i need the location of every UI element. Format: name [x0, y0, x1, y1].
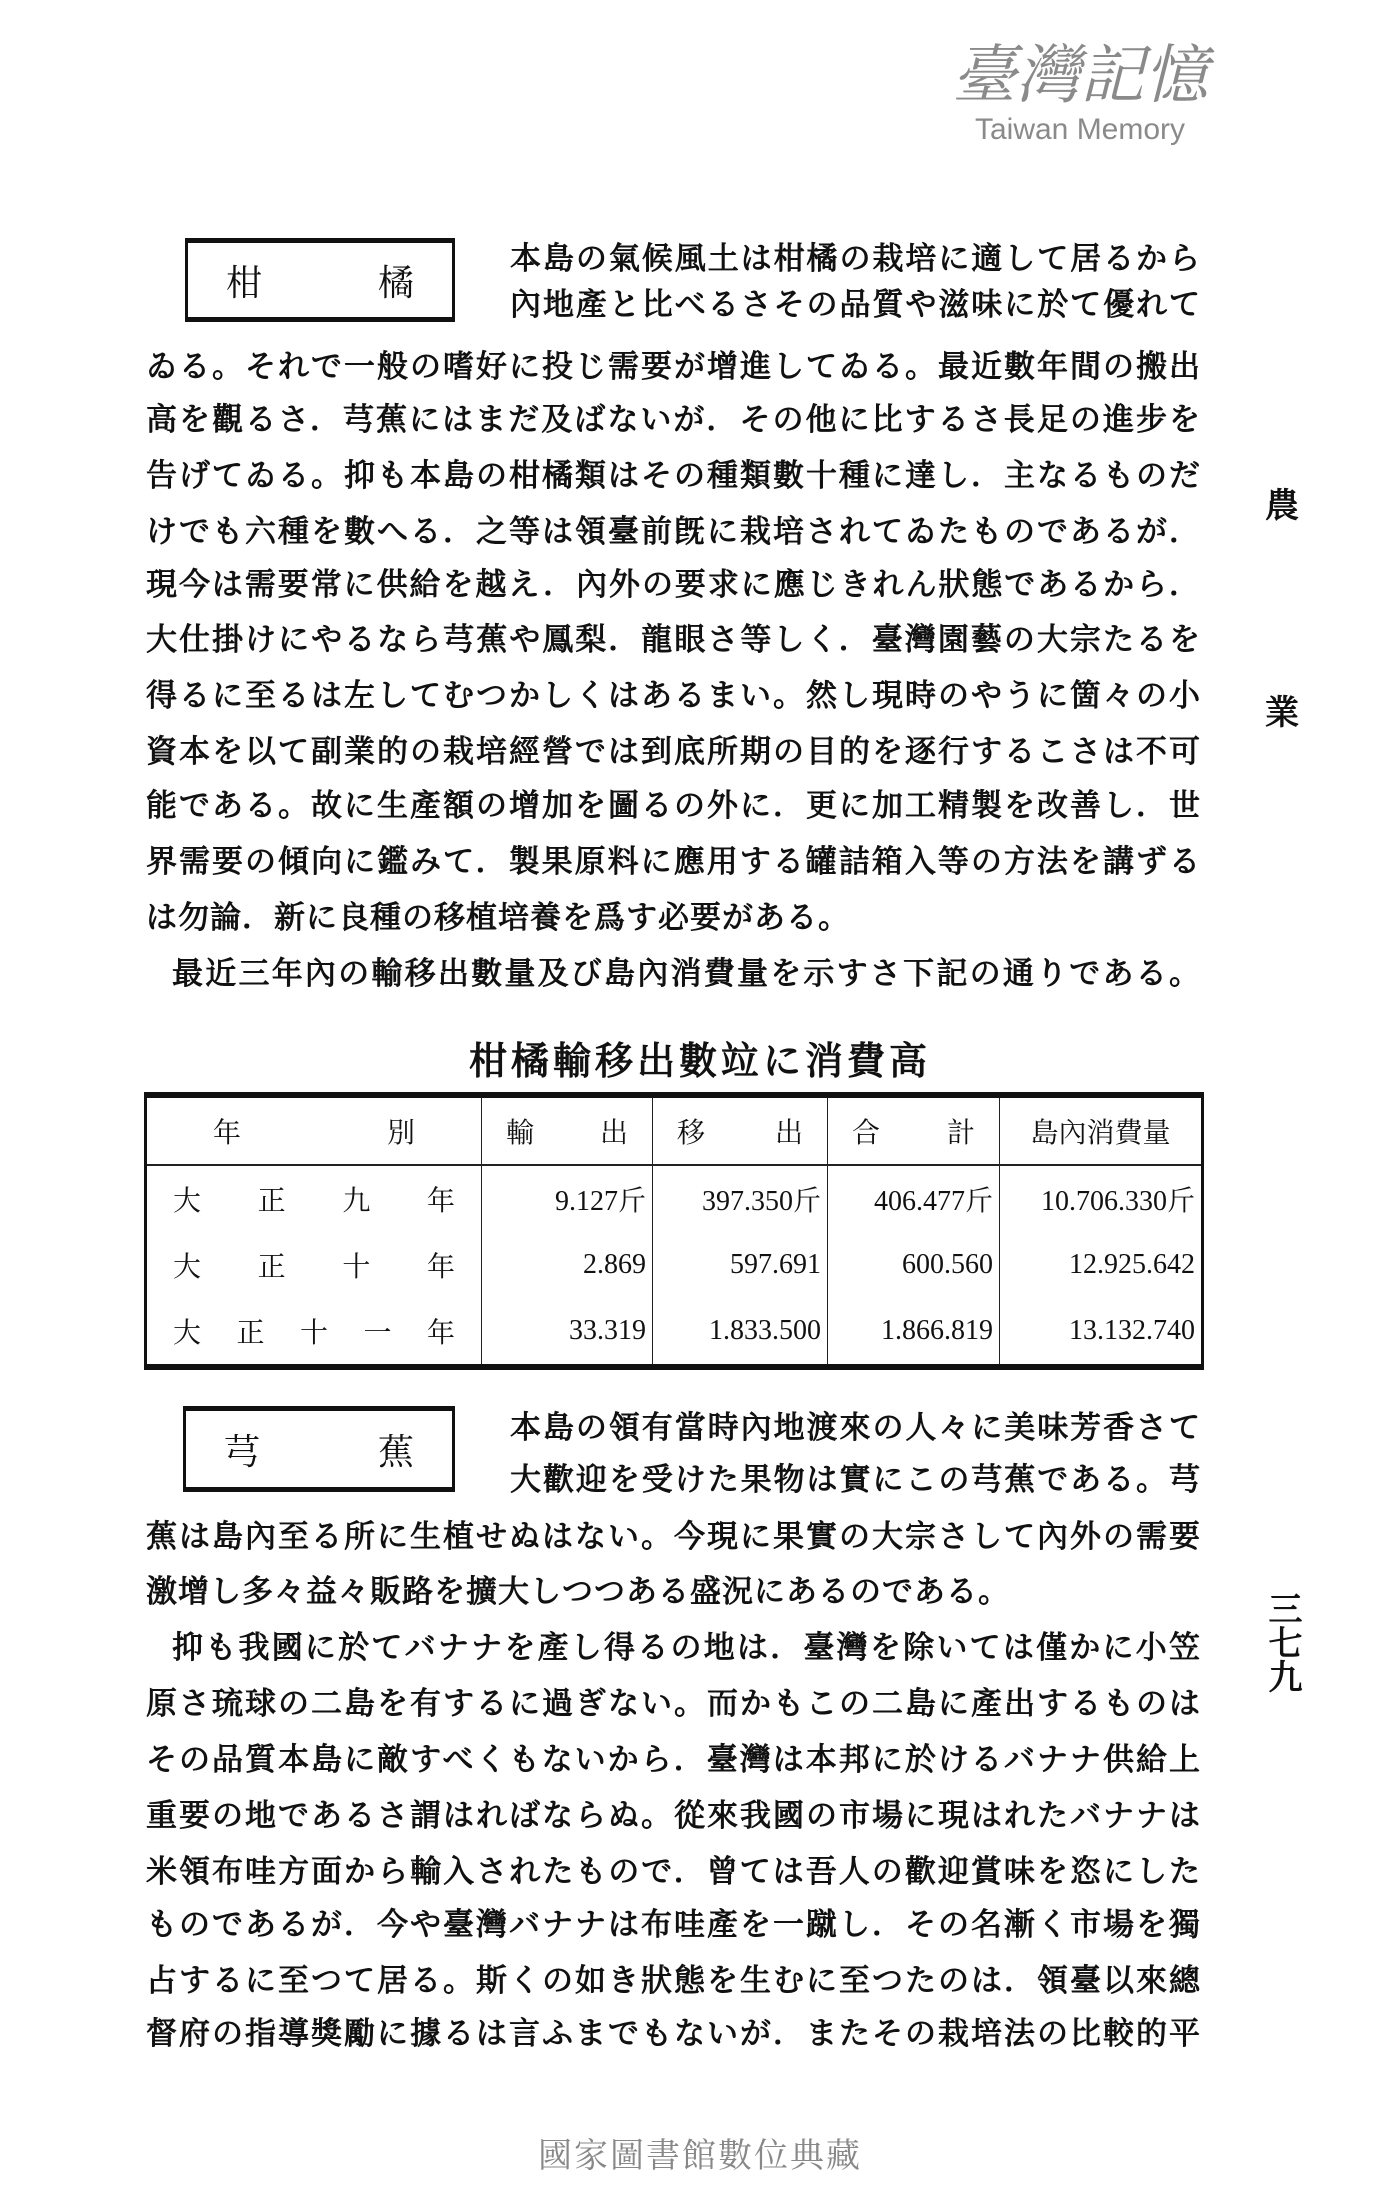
table-row [146, 1165, 1203, 1232]
header-total: 合 計 [828, 1095, 1000, 1165]
cell-consumption: 10.706.330斤 [1000, 1165, 1203, 1232]
cell-consumption: 13.132.740 [1000, 1298, 1203, 1367]
cell-export: 33.319 [482, 1298, 653, 1367]
section-heading-citrus [185, 238, 455, 322]
cell-year: 大 正 十 年 [146, 1232, 482, 1298]
text-line: 督府の指導獎勵に據るは言ふまでもないが．またその栽培法の比較的平 [146, 2016, 1200, 2052]
header-export: 輸 出 [482, 1095, 653, 1165]
text-line: 能である。故に生產額の增加を圖るの外に．更に加工精製を改善し．世 [146, 788, 1200, 824]
text-line: ゐる。それで一般の嗜好に投じ需要が增進してゐる。最近數年間の搬出 [146, 349, 1200, 385]
text-line: 本島の領有當時內地渡來の人々に美味芳香さて [510, 1410, 1200, 1446]
text-line: 界需要の傾向に鑑みて．製果原料に應用する罐詰箱入等の方法を講ずる [146, 844, 1200, 880]
watermark-cjk: 臺灣記憶 [952, 39, 1208, 113]
table-row [146, 1298, 1203, 1367]
text-line: 原さ琉球の二島を有するに過ぎない。而かもこの二島に產出するものは [146, 1686, 1200, 1722]
cell-consumption: 12.925.642 [1000, 1232, 1203, 1298]
text-line: 資本を以て副業的の栽培經營では到底所期の目的を逐行するこさは不可 [146, 734, 1200, 770]
section-heading-banana [183, 1406, 455, 1492]
page-number: 三七九 [1262, 1591, 1302, 1693]
text-line: 內地產と比べるさその品質や滋味に於て優れて [510, 287, 1200, 323]
text-line: 本島の氣候風土は柑橘の栽培に適して居るから [510, 241, 1200, 277]
chapter-char: 農 [1265, 486, 1299, 526]
text-line: 告げてゐる。抑も本島の柑橘類はその種類數十種に達し．主なるものだ [146, 458, 1200, 494]
taiwan-memory-watermark [860, 40, 1300, 148]
text-line: その品質本島に敵すべくもないから．臺灣は本邦に於けるバナナ供給上 [146, 1742, 1200, 1778]
cell-year: 大 正 九 年 [146, 1165, 482, 1232]
text-line: 蕉は島內至る所に生植せぬはない。今現に果實の大宗さして內外の需要 [146, 1519, 1200, 1555]
text-line: ものであるが．今や臺灣バナナは布哇產を一蹴し．その名漸く市場を獨 [146, 1907, 1200, 1943]
heading-char: 蕉 [377, 1431, 414, 1473]
cell-ship: 597.691 [653, 1232, 828, 1298]
heading-char: 橘 [377, 262, 414, 304]
text-line: けでも六種を數へる．之等は領臺前旣に栽培されてゐたものであるが． [146, 514, 1200, 550]
cell-total: 600.560 [828, 1232, 1000, 1298]
cell-export: 2.869 [482, 1232, 653, 1298]
chapter-char: 業 [1265, 693, 1299, 733]
text-line: 抑も我國に於てバナナを產し得るの地は．臺灣を除いては僅かに小笠 [172, 1630, 1200, 1666]
heading-char: 柑 [226, 262, 263, 304]
text-line: 重要の地であるさ謂はればならぬ。從來我國の市場に現はれたバナナは [146, 1798, 1200, 1834]
table-header-row [146, 1095, 1203, 1165]
text-line: は勿論．新に良種の移植培養を爲す必要がある。 [146, 900, 850, 936]
watermark-en: Taiwan Memory [974, 113, 1186, 146]
header-year: 年 別 [146, 1095, 482, 1165]
header-ship: 移 出 [653, 1095, 828, 1165]
cell-ship: 397.350斤 [653, 1165, 828, 1232]
text-line: 激增し多々益々販路を擴大しつつある盛況にあるのである。 [146, 1574, 1010, 1610]
table-row [146, 1232, 1203, 1298]
text-line: 高を觀るさ．芎蕉にはまだ及ばないが．その他に比するさ長足の進步を [146, 402, 1200, 438]
cell-ship: 1.833.500 [653, 1298, 828, 1367]
heading-char: 芎 [224, 1431, 261, 1473]
table-title: 柑橘輸移出數竝に消費高 [468, 1038, 931, 1083]
footer-archive-label: 國家圖書館數位典藏 [538, 2136, 862, 2176]
cell-total: 1.866.819 [828, 1298, 1000, 1367]
text-line: 現今は需要常に供給を越え．內外の要求に應じきれん狀態であるから． [146, 567, 1200, 603]
cell-export: 9.127斤 [482, 1165, 653, 1232]
text-line: 占するに至つて居る。斯くの如き狀態を生むに至つたのは．領臺以來總 [146, 1963, 1200, 1999]
citrus-trade-table [144, 1092, 1204, 1370]
text-line: 最近三年內の輸移出數量及び島內消費量を示すさ下記の通りである。 [172, 956, 1200, 992]
cell-year: 大 正 十 一 年 [146, 1298, 482, 1367]
text-line: 得るに至るは左してむつかしくはあるまい。然し現時のやうに箇々の小 [146, 678, 1200, 714]
text-line: 米領布哇方面から輸入されたもので．曾ては吾人の歡迎賞味を恣にした [146, 1854, 1200, 1890]
header-consumption: 島內消費量 [1000, 1095, 1203, 1165]
cell-total: 406.477斤 [828, 1165, 1000, 1232]
text-line: 大歡迎を受けた果物は實にこの芎蕉である。芎 [510, 1462, 1200, 1498]
text-line: 大仕掛けにやるなら芎蕉や鳳梨．龍眼さ等しく．臺灣園藝の大宗たるを [146, 622, 1200, 658]
